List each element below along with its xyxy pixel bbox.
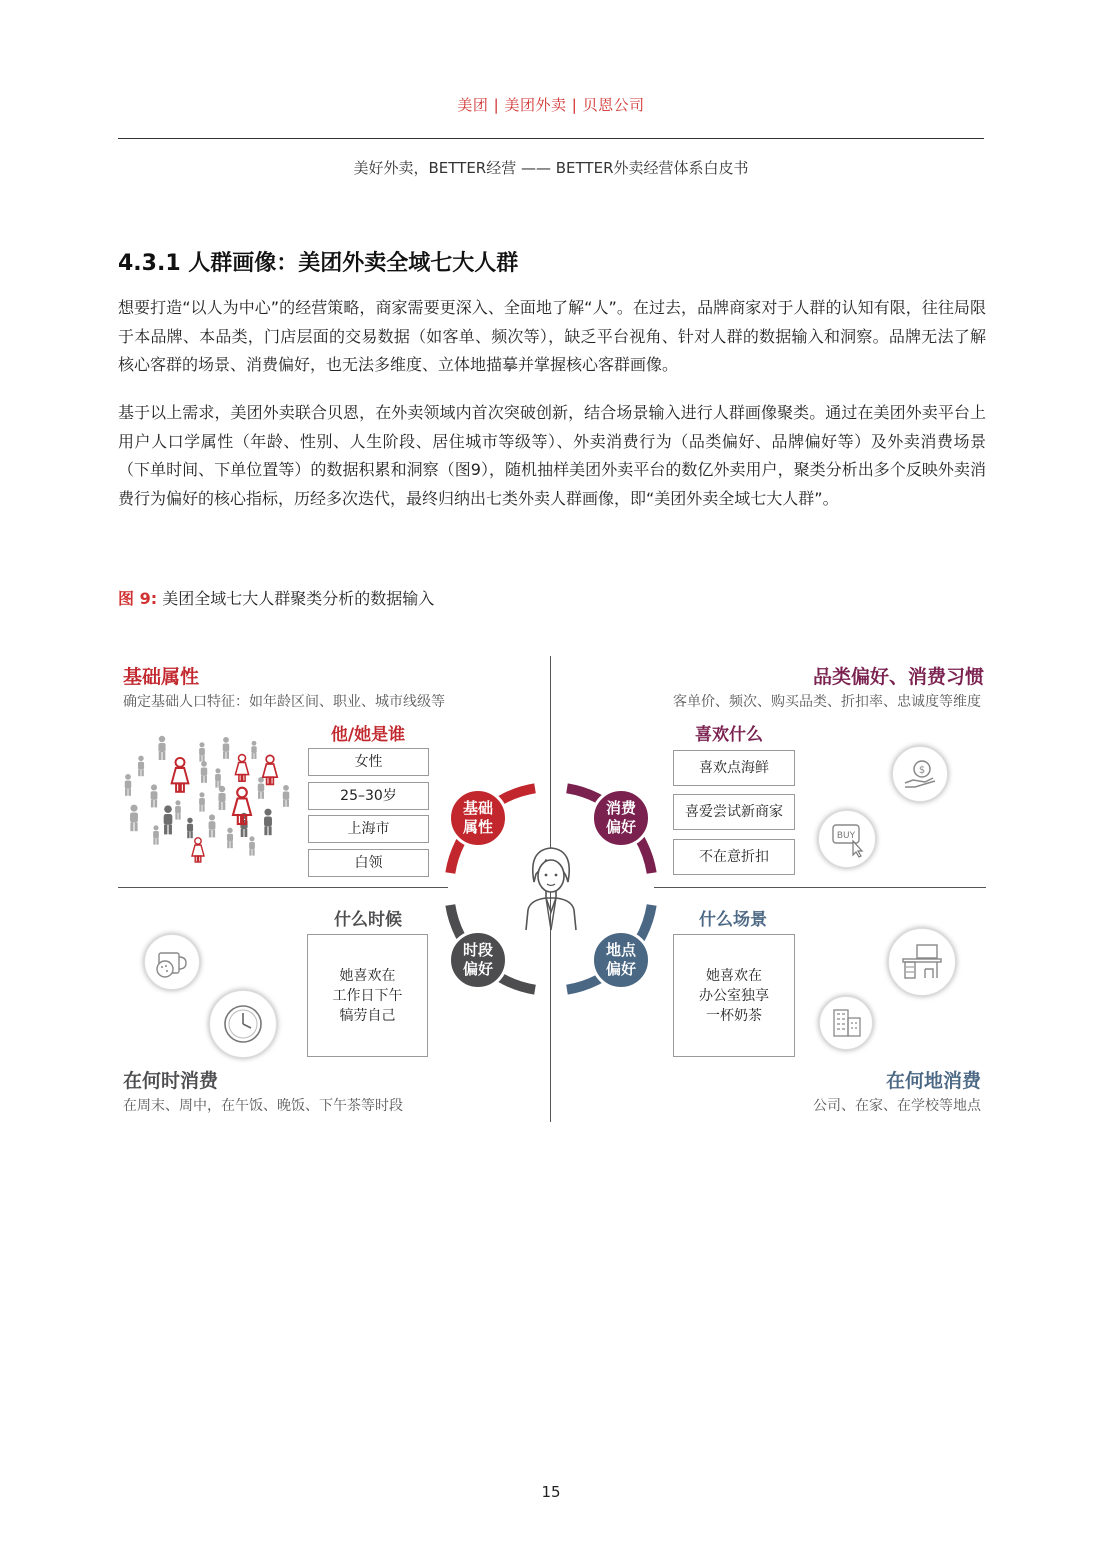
paragraph-1: 想要打造“以人为中心”的经营策略，商家需要更深入、全面地了解“人”。在过去，品牌商家对于人群的认知有限，往往局限于本品牌、本品类，门店层面的交易数据（如客单、频次等），缺乏平台视角、针对人群的数据输入和洞察。品牌无法了解核心客群的场景、消费偏好，也无法多维度、立体地描摹并掌握核心客群画像。: [118, 298, 986, 374]
header-divider: [118, 138, 984, 139]
bubble-basic-attributes: 基础 属性: [448, 788, 508, 848]
building-icon: [819, 996, 873, 1050]
time-line-2: 工作日下午: [332, 987, 403, 1004]
coffee-cookie-icon: [144, 934, 200, 990]
quadrant-preference-subtitle: 客单价、频次、购买品类、折扣率、忠诚度等维度: [673, 694, 981, 710]
attribute-occupation: 白领: [308, 849, 429, 877]
quadrant-place-title: 在何地消费: [885, 1070, 981, 1092]
place-line-3: 一杯奶茶: [706, 1007, 762, 1024]
attribute-age: 25–30岁: [308, 782, 429, 810]
figure-caption: [118, 586, 434, 609]
time-line-3: 犒劳自己: [339, 1007, 396, 1024]
header-subtitle: 美好外卖，BETTER经营 —— BETTER外卖经营体系白皮书: [353, 159, 749, 177]
figure-caption-text: 美团全域七大人群聚类分析的数据输入: [162, 589, 435, 608]
quadrant-time-title: 在何时消费: [123, 1070, 219, 1092]
column-who-title: 他/她是谁: [330, 725, 406, 745]
attribute-gender: 女性: [308, 748, 429, 776]
crowd-icon: [118, 730, 298, 865]
quadrant-preference-title: 品类偏好、消费习惯: [812, 666, 984, 688]
page-number: 15: [541, 1483, 561, 1501]
preference-seafood: 喜欢点海鲜: [673, 750, 795, 786]
buy-click-icon: [818, 810, 876, 868]
bubble-time-preference: 时段 偏好: [448, 930, 508, 990]
money-symbol: $: [918, 765, 926, 776]
column-when-title: 什么时候: [334, 910, 402, 930]
buy-text: BUY: [836, 831, 856, 841]
place-description-box: [673, 934, 795, 1057]
header-brand: 美团 | 美团外卖 | 贝恩公司: [457, 96, 645, 114]
preference-discount: 不在意折扣: [673, 839, 795, 875]
quadrant-basic-subtitle: 确定基础人口特征：如年龄区间、职业、城市线级等: [123, 694, 445, 710]
figure-horizontal-divider-right: [654, 887, 986, 888]
time-line-1: 她喜欢在: [339, 967, 396, 984]
preference-new-merchant: 喜爱尝试新商家: [673, 794, 795, 830]
quadrant-basic-title: 基础属性: [123, 666, 200, 688]
clock-icon: [209, 990, 277, 1058]
column-likes-title: 喜欢什么: [695, 725, 763, 745]
figure-horizontal-divider-left: [118, 887, 448, 888]
money-hand-icon: [892, 746, 948, 802]
office-desk-icon: [888, 928, 956, 996]
woman-avatar-icon: [516, 840, 586, 932]
figure-label: 图 9:: [118, 589, 158, 608]
column-scene-title: 什么场景: [699, 910, 767, 930]
quadrant-place-subtitle: 公司、在家、在学校等地点: [813, 1098, 981, 1114]
paragraph-2: 基于以上需求，美团外卖联合贝恩，在外卖领域内首次突破创新，结合场景输入进行人群画像聚类。通过在美团外卖平台上用户人口学属性（年龄、性别、人生阶段、居住城市等级等）、外卖消费行为（品类偏好、品牌偏好等）及外卖消费场景（下单时间、下单位置等）的数据积累和洞察（图9），随机抽样美团外卖平台的数亿外卖用户，聚类分析出多个反映外卖消费行为偏好的核心指标，历经多次迭代，最终归纳出七类外卖人群画像，即“美团外卖全域七大人群”。: [118, 403, 986, 508]
attribute-city: 上海市: [308, 815, 429, 843]
place-line-1: 她喜欢在: [706, 967, 762, 984]
time-description-box: [307, 934, 428, 1057]
bubble-place-preference: 地点 偏好: [591, 930, 651, 990]
bubble-consumption-preference: 消费 偏好: [591, 788, 651, 848]
place-line-2: 办公室独享: [699, 987, 769, 1004]
quadrant-time-subtitle: 在周末、周中，在午饭、晚饭、下午茶等时段: [123, 1098, 403, 1114]
section-title: 4.3.1 人群画像：美团外卖全域七大人群: [118, 251, 519, 276]
